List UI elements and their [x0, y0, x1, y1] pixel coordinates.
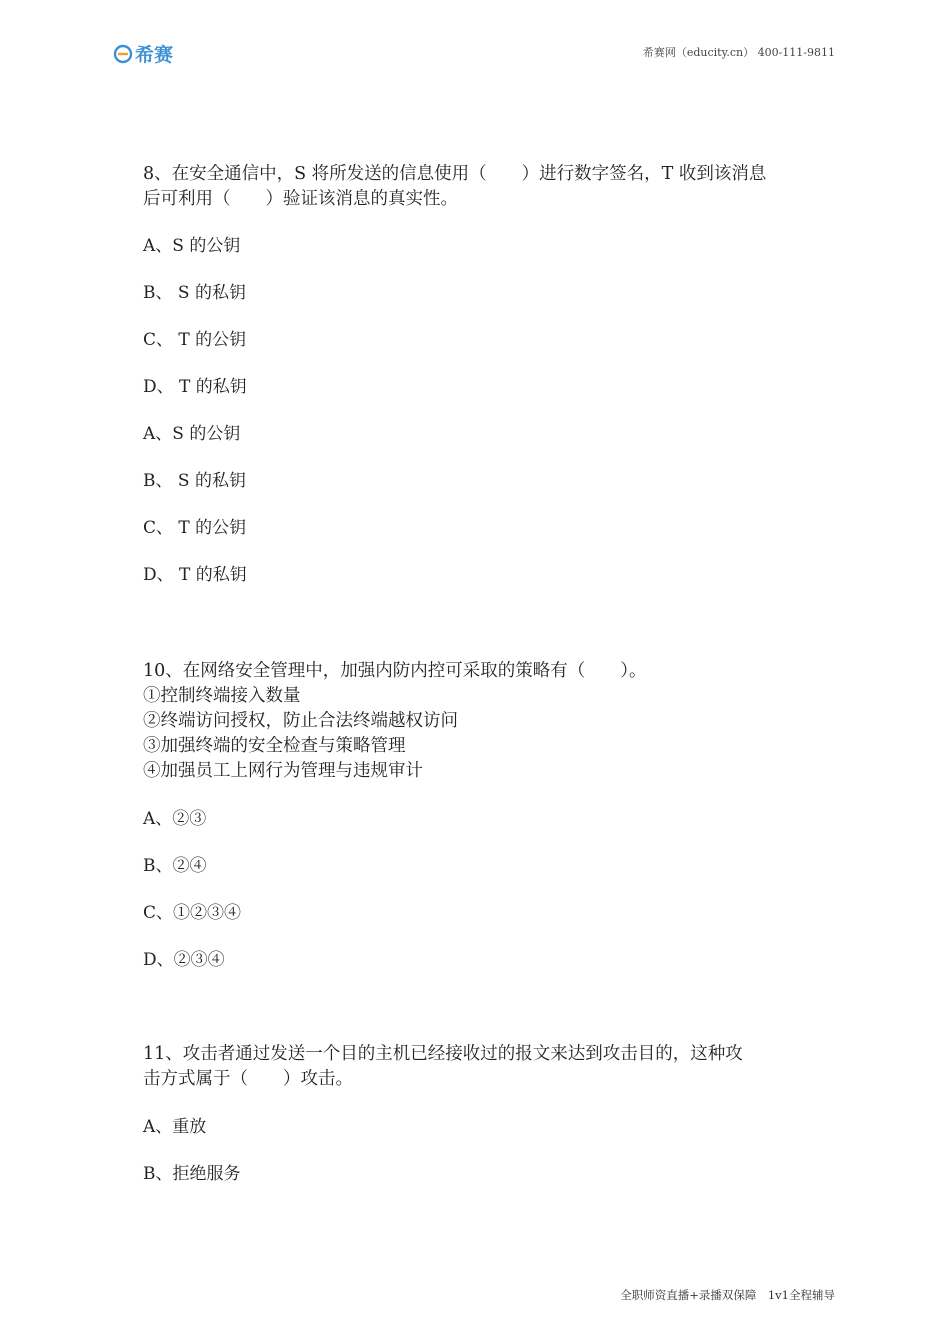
option-a: A、重放: [143, 1117, 207, 1137]
question-stem-line: 后可利用（ ）验证该消息的真实性。: [143, 189, 458, 209]
question-stem-line: ③加强终端的安全检查与策略管理: [143, 736, 406, 756]
option-b: B、拒绝服务: [143, 1164, 241, 1184]
question-stem-line: ①控制终端接入数量: [143, 686, 301, 706]
option-d: D、 T 的私钥: [143, 565, 247, 585]
option-a: A、S 的公钥: [143, 424, 241, 444]
question-stem-line: ④加强员工上网行为管理与违规审计: [143, 761, 423, 781]
option-b: B、 S 的私钥: [143, 283, 246, 303]
option-d: D、 T 的私钥: [143, 377, 247, 397]
brand-logo: [113, 40, 173, 67]
option-d: D、②③④: [143, 950, 225, 970]
question-8: [143, 162, 823, 588]
question-stem-line: 8、在安全通信中，S 将所发送的信息使用（ ）进行数字签名，T 收到该消息: [143, 164, 767, 184]
question-stem-line: 击方式属于（ ）攻击。: [143, 1069, 353, 1089]
option-c: C、 T 的公钥: [143, 518, 247, 538]
educity-logo-icon: [113, 44, 133, 64]
question-content: [143, 162, 823, 1187]
option-c: C、 T 的公钥: [143, 330, 247, 350]
option-b: B、 S 的私钥: [143, 471, 246, 491]
option-b: B、②④: [143, 856, 207, 876]
option-a: A、②③: [143, 809, 207, 829]
option-a: A、S 的公钥: [143, 236, 241, 256]
question-11: [143, 1042, 823, 1187]
question-stem-line: 11、攻击者通过发送一个目的主机已经接收过的报文来达到攻击目的，这种攻: [143, 1044, 743, 1064]
logo-text: 希赛: [135, 44, 174, 66]
footer-slogan: 全职师资直播+录播双保障 1v1全程辅导: [620, 1288, 835, 1302]
header-contact: 希赛网（educity.cn） 400-111-9811: [642, 46, 835, 59]
question-stem-line: 10、在网络安全管理中，加强内防内控可采取的策略有（ ）。: [143, 661, 647, 681]
question-stem-line: ②终端访问授权，防止合法终端越权访问: [143, 711, 458, 731]
question-10: [143, 659, 823, 973]
option-c: C、①②③④: [143, 903, 242, 923]
